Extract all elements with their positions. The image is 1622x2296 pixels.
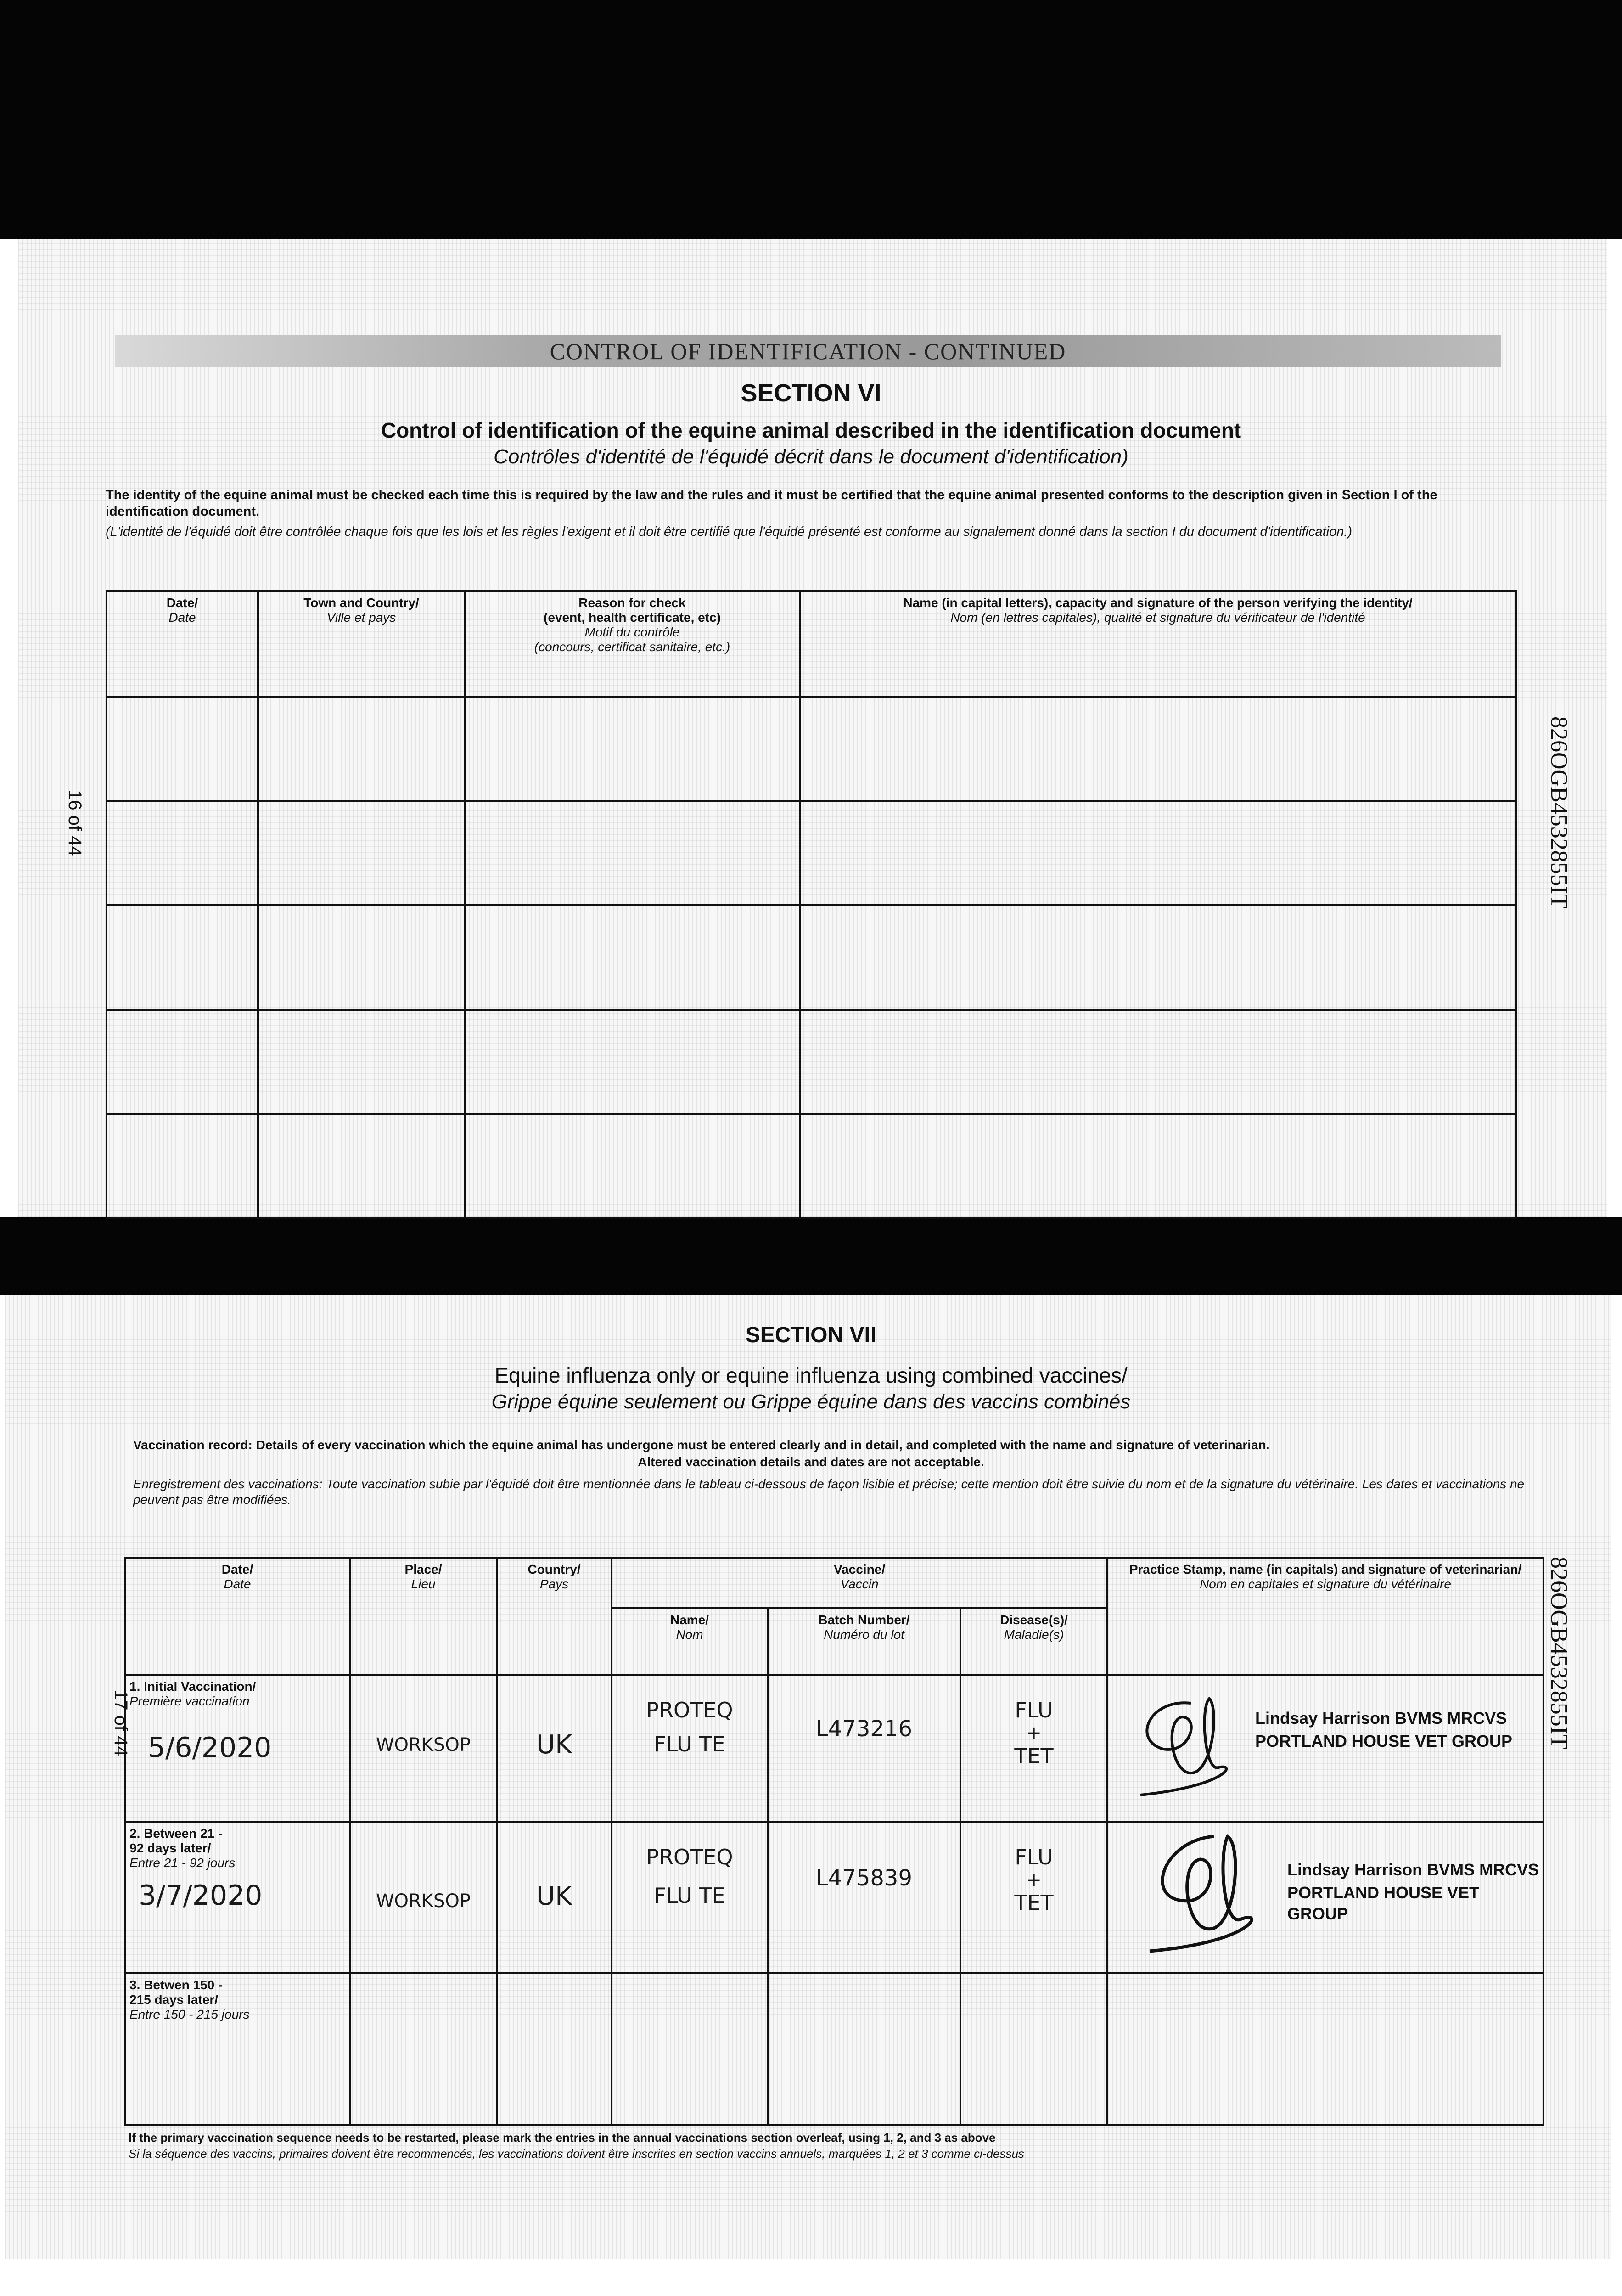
practice-name: PORTLAND HOUSE VET GROUP — [1287, 1883, 1480, 1923]
row-2-country: UK — [497, 1822, 612, 1973]
vaccination-table — [124, 1557, 1544, 2126]
row-3-date: 3. Betwen 150 - 215 days later/ Entre 150 - 215 jours — [125, 1973, 350, 2125]
table-row — [125, 1822, 1543, 1973]
section-vii-title: SECTION VII — [745, 1323, 877, 1347]
row-2-vaccine-name: PROTEQ FLU TE — [612, 1822, 768, 1973]
table-row — [125, 1675, 1543, 1822]
veterinarian-signature — [1122, 1689, 1251, 1800]
col-header-reason: Reason for check (event, health certificate, etc) Motif du contrôle (concours, certificat sanitaire, etc.) — [465, 591, 800, 697]
table-row — [107, 1114, 1516, 1218]
col-header-town: Town and Country/ Ville et pays — [258, 591, 465, 697]
row-1-place: WORKSOP — [350, 1675, 497, 1822]
row-1-stamp — [1107, 1675, 1543, 1822]
row-2-place: WORKSOP — [350, 1822, 497, 1973]
page-number: 17 of 44 — [111, 1690, 131, 1756]
row-1-vaccine-name: PROTEQ FLU TE — [612, 1675, 768, 1822]
vaccination-record-note: Vaccination record: Details of every vaccination which the equine animal has undergone must be entered clearly and in detail, and completed with the name and signature of veterinarian. — [133, 1438, 1270, 1452]
table-row — [107, 801, 1516, 905]
identity-check-table — [106, 590, 1517, 1219]
row-2-disease: FLU + TET — [960, 1822, 1107, 1973]
row-2-date: 2. Between 21 - 92 days later/ Entre 21 - 92 jours 3/7/2020 — [125, 1822, 350, 1973]
row-2-batch: L475839 — [768, 1822, 960, 1973]
horse-id-vertical: 826OGB4532855IT — [1546, 716, 1572, 909]
col-header-date: Date/ Date — [107, 591, 258, 697]
table-row — [125, 1973, 1543, 2125]
col-header-stamp: Practice Stamp, name (in capitals) and signature of veterinarian/ Nom en capitales et signature du vétérinaire — [1107, 1558, 1543, 1675]
table-row — [107, 905, 1516, 1009]
col-header-name: Name (in capital letters), capacity and signature of the person verifying the identity/ Nom (en lettres capitales), qualité et signature du vérificateur de l'identité — [800, 591, 1516, 697]
footnote-fr: Si la séquence des vaccins, primaires doivent être recommencés, les vaccinations doivent être inscrites en section vaccins annuels, marquées 1, 2 et 3 comme ci-dessus — [129, 2147, 1024, 2161]
horse-id-vertical: 826OGB4532855IT — [1546, 1557, 1572, 1749]
row-1-date: 1. Initial Vaccination/ Première vaccination 5/6/2020 — [125, 1675, 350, 1822]
col-header-place: Place/ Lieu — [350, 1558, 497, 1675]
scan-border-top — [0, 0, 1622, 239]
vaccination-date: 5/6/2020 — [148, 1732, 272, 1764]
section-vii-subtitle-fr: Grippe équine seulement ou Grippe équine dans des vaccins combinés — [491, 1390, 1131, 1413]
footnote: If the primary vaccination sequence needs to be restarted, please mark the entries in the annual vaccinations section overleaf, using 1, 2, and 3 as above — [129, 2131, 996, 2144]
row-1-country: UK — [497, 1675, 612, 1822]
section-vi-intro: The identity of the equine animal must be checked each time this is required by the law and the rules and it must be certified that the equine animal presented conforms to the description given in Section I of the identification document. — [106, 488, 1437, 519]
vet-name: Lindsay Harrison BVMS MRCVS — [1287, 1860, 1539, 1879]
section-vii-subtitle: Equine influenza only or equine influenza using combined vaccines/ — [494, 1363, 1128, 1387]
section-vi-intro-fr: (L'identité de l'équidé doit être contrôlée chaque fois que les lois et les règles l'exigent et il doit être certifié que l'équidé présenté est conforme au signalement donné dans la section I du document d'identification.) — [106, 524, 1353, 539]
section-vi-title: SECTION VI — [741, 379, 881, 407]
practice-name: PORTLAND HOUSE VET GROUP — [1255, 1732, 1513, 1750]
row-1-batch: L473216 — [768, 1675, 960, 1822]
section-vi-subtitle-fr: Contrôles d'identité de l'équidé décrit dans le document d'identification) — [494, 445, 1128, 468]
vet-name: Lindsay Harrison BVMS MRCVS — [1255, 1709, 1507, 1728]
section-banner: CONTROL OF IDENTIFICATION - CONTINUED — [115, 335, 1501, 367]
row-2-stamp — [1107, 1822, 1543, 1973]
table-row — [107, 1010, 1516, 1114]
vaccination-record-note-fr: Enregistrement des vaccinations: Toute vaccination subie par l'équidé doit être mentionnée dans le tableau ci-dessous de façon lisible et précise; cette mention doit être suivie du nom et de la signature du vétérinaire. Les dates et vaccinations ne peuvent pas être modifiées. — [133, 1477, 1525, 1507]
col-header-disease: Disease(s)/ Maladie(s) — [960, 1608, 1107, 1675]
col-header-date: Date/ Date — [125, 1558, 350, 1675]
scan-border-middle — [0, 1217, 1622, 1295]
veterinarian-signature — [1136, 1827, 1274, 1956]
vaccination-date: 3/7/2020 — [139, 1880, 263, 1912]
col-header-vaccine: Vaccine/ Vaccin — [612, 1558, 1107, 1608]
row-1-disease: FLU + TET — [960, 1675, 1107, 1822]
col-header-country: Country/ Pays — [497, 1558, 612, 1675]
col-header-vaccine-name: Name/ Nom — [612, 1608, 768, 1675]
col-header-batch: Batch Number/ Numéro du lot — [768, 1608, 960, 1675]
altered-note: Altered vaccination details and dates are not acceptable. — [638, 1455, 984, 1469]
section-vi-subtitle: Control of identification of the equine animal described in the identification document — [381, 418, 1241, 442]
page-number: 16 of 44 — [65, 790, 85, 856]
table-row — [107, 697, 1516, 801]
